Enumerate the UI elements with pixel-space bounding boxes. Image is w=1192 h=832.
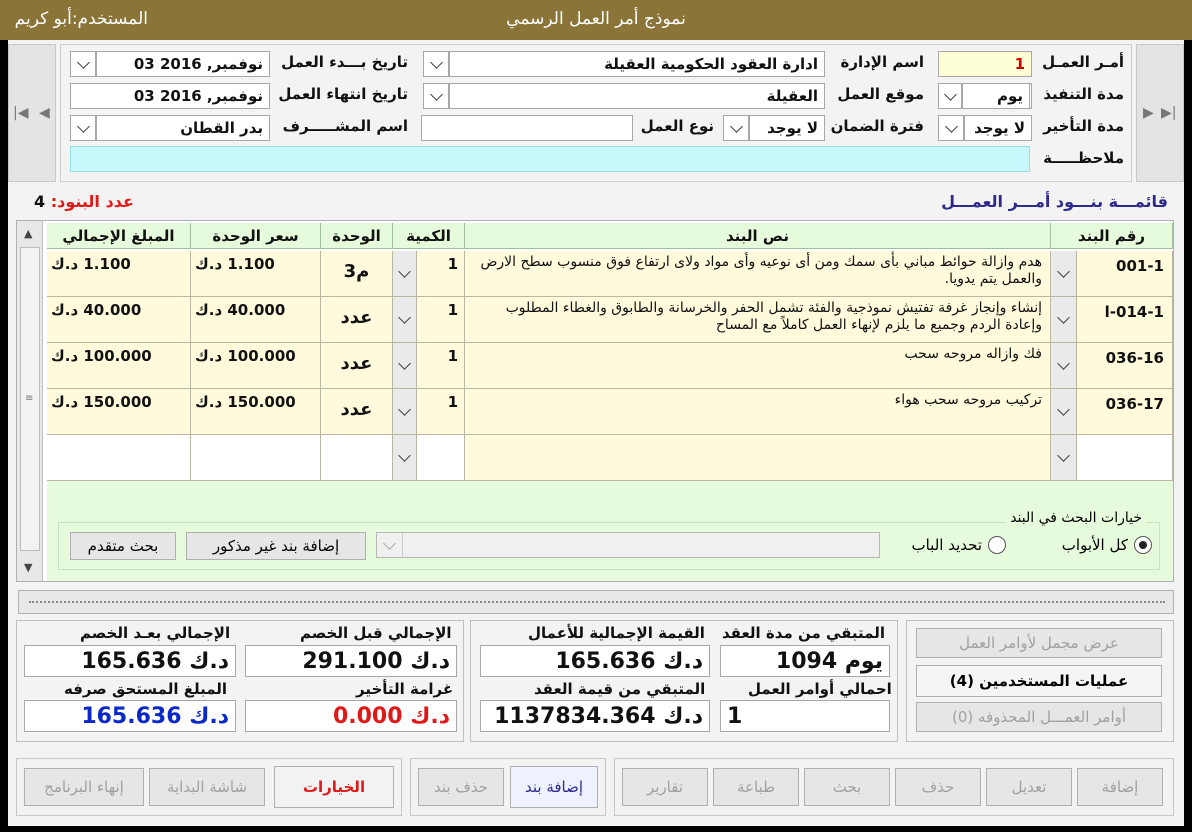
- grip-icon: ≡: [25, 393, 34, 404]
- radio-select-section[interactable]: [911, 536, 1006, 554]
- chevron-down-icon: [398, 265, 411, 278]
- progress-track: [29, 601, 1165, 603]
- col-price[interactable]: سعر الوحدة: [191, 223, 321, 249]
- item-price-cell[interactable]: 40.000 د.ك: [191, 297, 321, 343]
- section-select-dropdown[interactable]: [377, 533, 403, 557]
- notes-label: ملاحظـــــة: [1043, 149, 1124, 167]
- dept-field[interactable]: ادارة العقود الحكومية العقيلة: [449, 51, 825, 77]
- orders-total-value: 1: [727, 703, 743, 729]
- item-qty-cell[interactable]: [417, 435, 465, 481]
- dept-dropdown-button[interactable]: [423, 51, 449, 77]
- chevron-down-icon: [1057, 265, 1070, 278]
- add-item-button[interactable]: إضافة بند: [510, 766, 598, 808]
- order-no-label: أمـر العمـل: [1042, 53, 1124, 71]
- orders-total-field: [720, 700, 890, 732]
- worktype-field[interactable]: [421, 115, 633, 141]
- warranty-dropdown-button[interactable]: [723, 115, 749, 141]
- end-date-label: تاريخ انتهاء العمل: [278, 85, 408, 103]
- chevron-down-icon: [1057, 403, 1070, 416]
- remaining-duration-field: 1094 يوم: [720, 645, 890, 677]
- delay-fine-field: 0.000 د.ك: [245, 700, 457, 732]
- item-total-cell[interactable]: 1.100 د.ك: [47, 251, 191, 297]
- add-unlisted-item-button[interactable]: إضافة بند غير مذكور: [186, 532, 366, 560]
- user-operations-button[interactable]: عمليات المستخدمين (4): [916, 665, 1162, 697]
- item-text-cell[interactable]: إنشاء وإنجاز غرفة تفتيش نموذجية والفئة تشمل الحفر والخرسانة والطابوق والغطاء المطلوب وإعادة الردم وجميع ما يلزم لإنهاء العمل كاملاً مع المساح: [465, 297, 1051, 343]
- radio-select-section-label: تحديد الباب: [911, 536, 982, 554]
- site-label: موقع العمل: [837, 85, 924, 103]
- item-code-cell[interactable]: [1077, 435, 1173, 481]
- site-field[interactable]: العقيلة: [449, 83, 825, 109]
- item-code-dropdown[interactable]: [1051, 343, 1077, 389]
- table-body: [47, 251, 1173, 481]
- vertical-scrollbar[interactable]: [17, 221, 43, 581]
- col-total[interactable]: المبلغ الإجمالي: [47, 223, 191, 249]
- radio-checked-icon: [1134, 536, 1152, 554]
- item-unit-cell[interactable]: [321, 435, 393, 481]
- home-screen-button[interactable]: شاشة البداية: [149, 768, 265, 806]
- duration-label: مدة التنفيذ: [1043, 85, 1124, 103]
- scroll-down-icon[interactable]: ▼: [24, 561, 33, 574]
- scroll-up-icon[interactable]: ▲: [24, 227, 33, 240]
- before-discount-field: 291.100 د.ك: [245, 645, 457, 677]
- item-total-cell[interactable]: 150.000 د.ك: [47, 389, 191, 435]
- warranty-field[interactable]: لا يوجد: [749, 115, 825, 141]
- item-code-dropdown[interactable]: [1051, 297, 1077, 343]
- item-price-cell[interactable]: 150.000 د.ك: [191, 389, 321, 435]
- chevron-down-icon: [945, 120, 958, 133]
- chevron-down-icon: [398, 403, 411, 416]
- first-record-icon[interactable]: |◀: [13, 105, 29, 121]
- title-bar: [0, 0, 1192, 40]
- item-price-cell[interactable]: 100.000 د.ك: [191, 343, 321, 389]
- chevron-down-icon: [430, 56, 443, 69]
- radio-empty-icon: [988, 536, 1006, 554]
- supervisor-dropdown-button[interactable]: [70, 115, 96, 141]
- last-record-icon[interactable]: ▶|: [1161, 105, 1177, 121]
- works-value-label: القيمة الإجمالية للأعمال: [528, 624, 705, 642]
- prev-record-icon[interactable]: ◀: [39, 105, 50, 121]
- item-total-cell[interactable]: 100.000 د.ك: [47, 343, 191, 389]
- notes-field[interactable]: [70, 146, 1030, 172]
- remaining-duration-label: المتبقي من مدة العقد: [722, 624, 886, 642]
- duration-unit-field[interactable]: يوم: [962, 83, 1030, 109]
- item-text-cell[interactable]: تركيب مروحه سحب هواء: [465, 389, 1051, 435]
- start-date-field[interactable]: 03 نوفمبر, 2016: [96, 51, 270, 77]
- item-text-cell[interactable]: هدم وازالة حوائط مباني بأى سمك ومن أى نوعيه وأى مواد ولاى ارتفاع فوق منسوب سطح الارض والعمل يتم يدويا.: [465, 251, 1051, 297]
- chevron-down-icon: [77, 56, 90, 69]
- delay-label: مدة التأخير: [1043, 117, 1124, 135]
- chevron-down-icon: [398, 357, 411, 370]
- chevron-down-icon: [1057, 357, 1070, 370]
- item-price-cell[interactable]: [191, 435, 321, 481]
- item-unit-cell[interactable]: م3: [321, 251, 393, 297]
- progress-bar: [18, 590, 1174, 614]
- col-qty[interactable]: الكمية: [393, 223, 465, 249]
- after-discount-label: الإجمالي بعـد الخصم: [80, 624, 231, 642]
- item-qty-dropdown[interactable]: [393, 297, 417, 343]
- nav-right-panel: [1136, 44, 1184, 182]
- scroll-thumb[interactable]: [20, 247, 40, 551]
- item-code-dropdown[interactable]: [1051, 251, 1077, 297]
- chevron-down-icon: [1057, 311, 1070, 324]
- due-amount-label: المبلغ المستحق صرفه: [64, 680, 228, 698]
- col-text[interactable]: نص البند: [465, 223, 1051, 249]
- orders-total-label: احمالي أوامر العمل: [748, 680, 892, 698]
- print-button[interactable]: طباعة: [713, 768, 799, 806]
- item-unit-cell[interactable]: عدد: [321, 343, 393, 389]
- item-code-dropdown[interactable]: [1051, 389, 1077, 435]
- chevron-down-icon: [398, 449, 411, 462]
- current-user: المستخدم:أبو كريم: [14, 9, 148, 29]
- radio-all-sections-label: كل الأبواب: [1061, 536, 1128, 554]
- item-code-dropdown[interactable]: [1051, 435, 1077, 481]
- item-qty-cell[interactable]: 1: [417, 297, 465, 343]
- edit-button[interactable]: تعديل: [986, 768, 1072, 806]
- chevron-down-icon: [1057, 449, 1070, 462]
- chevron-down-icon: [398, 311, 411, 324]
- chevron-down-icon: [383, 537, 396, 550]
- remaining-value-field: 1137834.364 د.ك: [480, 700, 710, 732]
- show-all-orders-button[interactable]: عرض مجمل لأوامر العمل: [916, 628, 1162, 658]
- item-qty-dropdown[interactable]: [393, 435, 417, 481]
- due-amount-field: 165.636 د.ك: [24, 700, 236, 732]
- delete-item-button[interactable]: حذف بند: [418, 768, 504, 806]
- delay-dropdown-button[interactable]: [938, 115, 964, 141]
- advanced-search-button[interactable]: بحث متقدم: [70, 532, 176, 560]
- item-total-cell[interactable]: [47, 435, 191, 481]
- order-no-field[interactable]: 1: [938, 51, 1032, 77]
- reports-button[interactable]: تقارير: [622, 768, 708, 806]
- exit-button[interactable]: إنهاء البرنامج: [24, 768, 144, 806]
- delay-fine-label: غرامة التأخير: [356, 680, 454, 698]
- add-button[interactable]: إضافة: [1077, 768, 1163, 806]
- start-date-dropdown[interactable]: [70, 51, 96, 77]
- chevron-down-icon: [430, 88, 443, 101]
- item-price-cell[interactable]: 1.100 د.ك: [191, 251, 321, 297]
- search-options-title: خيارات البحث في البند: [1006, 510, 1146, 526]
- worktype-label: نوع العمل: [640, 117, 714, 135]
- item-code-cell[interactable]: 001-1: [1077, 251, 1173, 297]
- col-code[interactable]: رقم البند: [1051, 223, 1173, 249]
- window-title: نموذج أمر العمل الرسمي: [506, 9, 686, 29]
- search-button[interactable]: بحث: [804, 768, 890, 806]
- section-select[interactable]: [376, 532, 880, 558]
- item-text-cell[interactable]: فك وازاله مروحه سحب: [465, 343, 1051, 389]
- items-count: [34, 192, 134, 211]
- item-code-cell[interactable]: 014-1-l: [1077, 297, 1173, 343]
- item-qty-dropdown[interactable]: [393, 343, 417, 389]
- delete-button[interactable]: حذف: [895, 768, 981, 806]
- supervisor-label: اسم المشـــــرف: [282, 117, 408, 135]
- table-header: [47, 223, 1173, 249]
- site-dropdown-button[interactable]: [423, 83, 449, 109]
- item-unit-cell[interactable]: عدد: [321, 389, 393, 435]
- chevron-down-icon: [730, 120, 743, 133]
- item-code-cell[interactable]: 036-17: [1077, 389, 1173, 435]
- chevron-down-icon: [77, 120, 90, 133]
- supervisor-field[interactable]: بدر القطان: [96, 115, 270, 141]
- warranty-label: فترة الضمان: [830, 117, 924, 135]
- item-qty-cell[interactable]: 1: [417, 251, 465, 297]
- col-unit[interactable]: الوحدة: [321, 223, 393, 249]
- chevron-down-icon: [944, 88, 957, 101]
- item-total-cell[interactable]: 40.000 د.ك: [47, 297, 191, 343]
- item-text-cell[interactable]: [465, 435, 1051, 481]
- items-count-value: 4: [34, 192, 46, 211]
- remaining-value-label: المتبقي من قيمة العقد: [534, 680, 706, 698]
- item-code-cell[interactable]: 036-16: [1077, 343, 1173, 389]
- nav-left-panel: [8, 44, 56, 182]
- after-discount-field: 165.636 د.ك: [24, 645, 236, 677]
- item-qty-cell[interactable]: 1: [417, 343, 465, 389]
- duration-unit-dropdown[interactable]: [938, 83, 962, 109]
- options-button[interactable]: الخيارات: [274, 766, 394, 808]
- before-discount-label: الإجمالي قبل الخصم: [300, 624, 452, 642]
- item-unit-cell[interactable]: عدد: [321, 297, 393, 343]
- items-section-title: قائمـــة بنـــود أمـــر العمـــل: [941, 192, 1168, 211]
- end-date-field[interactable]: 03 نوفمبر, 2016: [70, 83, 270, 109]
- item-qty-dropdown[interactable]: [393, 389, 417, 435]
- next-record-icon[interactable]: ▶: [1143, 105, 1154, 121]
- item-qty-dropdown[interactable]: [393, 251, 417, 297]
- start-date-label: تاريخ بـــدء العمل: [281, 53, 408, 71]
- works-value-field: 165.636 د.ك: [480, 645, 710, 677]
- dept-label: اسم الإدارة: [840, 53, 924, 71]
- item-qty-cell[interactable]: 1: [417, 389, 465, 435]
- items-count-label: عدد البنود:: [50, 192, 134, 211]
- deleted-orders-button[interactable]: أوامر العمـــل المحذوفه (0): [916, 702, 1162, 732]
- delay-field[interactable]: لا يوجد: [964, 115, 1032, 141]
- radio-all-sections[interactable]: [1062, 536, 1152, 554]
